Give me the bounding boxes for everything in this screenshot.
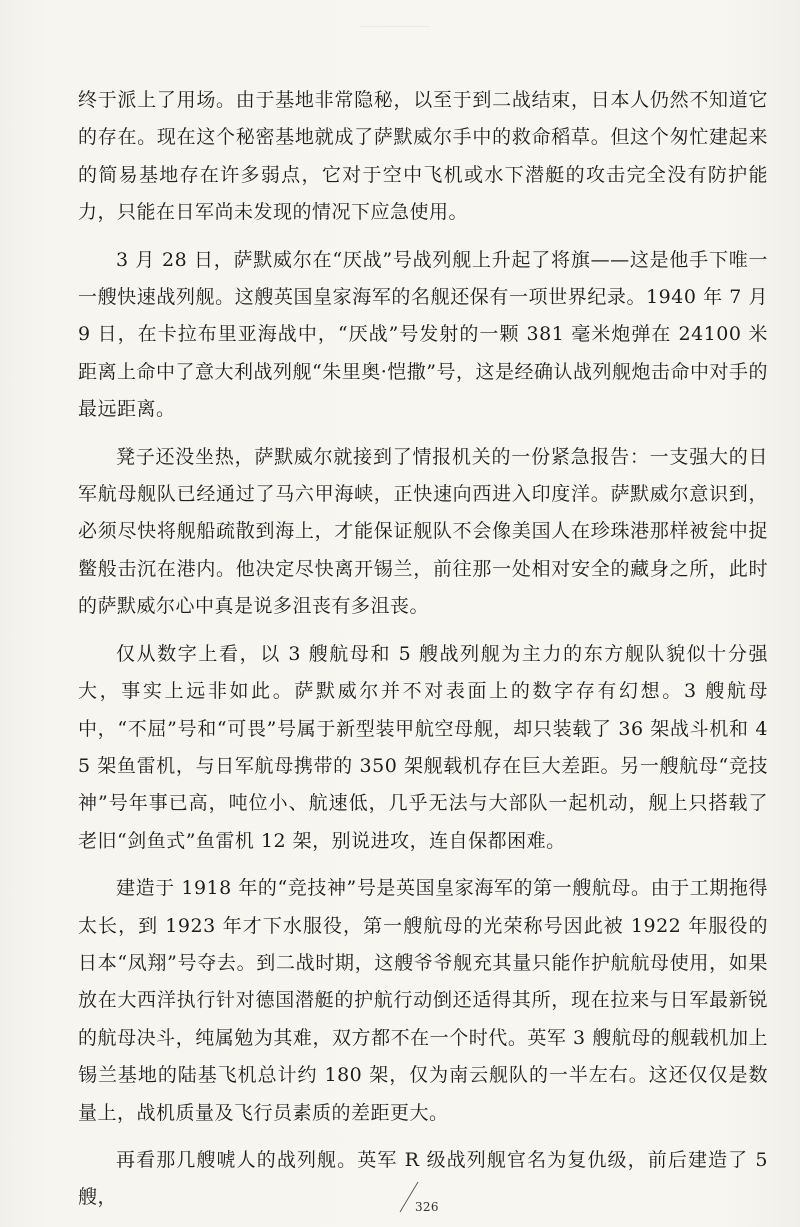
paragraph-2: 3 月 28 日，萨默威尔在“厌战”号战列舰上升起了将旗——这是他手下唯一一艘快速战列舰。这艘英国皇家海军的名舰还保有一项世界纪录。1940 年 7 月 9 日，在卡拉布里亚海战中，“厌战”号发射的一颗 381 毫米炮弹在 24100 米距离上命中了意大利战列舰“朱里奥·恺撒”号，这是经确认战列舰炮击命中对手的最远距离。 — [78, 248, 768, 421]
header-rule — [360, 26, 430, 31]
paragraph-4: 仅从数字上看，以 3 艘航母和 5 艘战列舰为主力的东方舰队貌似十分强大，事实上远非如此。萨默威尔并不对表面上的数字存有幻想。3 艘航母中，“不屈”号和“可畏”号属于新型装甲航空母舰，却只装载了 36 架战斗机和 45 架鱼雷机，与日军航母携带的 350 架舰载机存在巨大差距。另一艘航母“竞技神”号年事已高，吨位小、航速低，几乎无法与大部队一起机动，舰上只搭载了老旧“剑鱼式”鱼雷机 12 架，别说进攻，连自保都困难。 — [78, 642, 768, 852]
paragraph-1: 终于派上了用场。由于基地非常隐秘，以至于到二战结束，日本人仍然不知道它的存在。现在这个秘密基地就成了萨默威尔手中的救命稻草。但这个匆忙建起来的简易基地存在许多弱点，它对于空中飞机或水下潜艇的攻击完全没有防护能力，只能在日军尚未发现的情况下应急使用。 — [78, 89, 768, 224]
paragraph-5: 建造于 1918 年的“竞技神”号是英国皇家海军的第一艘航母。由于工期拖得太长，到 1923 年才下水服役，第一艘航母的光荣称号因此被 1922 年服役的日本“凤翔”号夺去。到二战时期，这艘爷爷舰充其量只能作护航航母使用，如果放在大西洋执行针对德国潜艇的护航行动倒还适得其所，现在拉来与日军最新锐的航母决斗，纯属勉为其难，双方都不在一个时代。英军 3 艘航母的舰载机加上锡兰基地的陆基飞机总计约 180 架，仅为南云舰队的一半左右。这还仅仅是数量上，战机质量及飞行员素质的差距更大。 — [78, 877, 768, 1124]
page-number: 326 — [415, 1200, 439, 1214]
body-text — [78, 82, 768, 1227]
paragraph-6: 再看那几艘唬人的战列舰。英军 R 级战列舰官名为复仇级，前后建造了 5 艘， — [78, 1148, 768, 1209]
paragraph-3: 凳子还没坐热，萨默威尔就接到了情报机关的一份紧急报告：一支强大的日军航母舰队已经通过了马六甲海峡，正快速向西进入印度洋。萨默威尔意识到，必须尽快将舰船疏散到海上，才能保证舰队不会像美国人在珍珠港那样被瓮中捉鳖般击沉在港内。他决定尽快离开锡兰，前往那一处相对安全的藏身之所，此时的萨默威尔心中真是说多沮丧有多沮丧。 — [78, 445, 768, 618]
